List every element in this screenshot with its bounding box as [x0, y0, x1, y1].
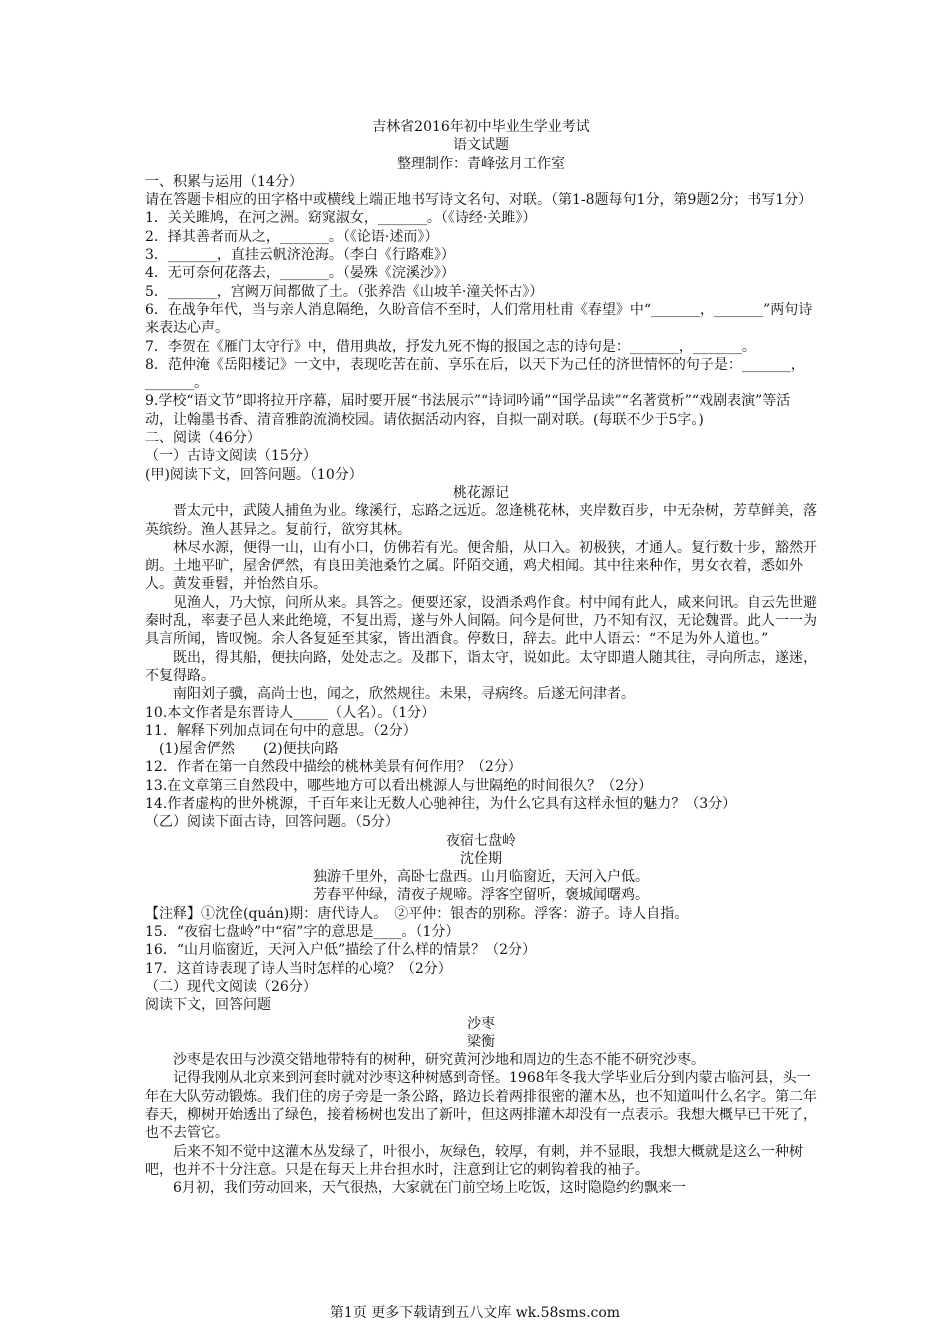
- question-17: 17．这首诗表现了诗人当时怎样的心境？（2分）: [145, 960, 452, 977]
- question-16: 16．“山月临窗近，天河入户低”描绘了什么样的情景？（2分）: [145, 942, 537, 959]
- modern-paragraph: 沙枣是农田与沙漠交错地带特有的树种，研究黄河沙地和周边的生态不能不研究沙枣。: [173, 1052, 705, 1069]
- question-8: 8．范仲淹《岳阳楼记》一文中，表现吃苦在前、享乐在后，以天下为己任的济世情怀的句子是：_______，_______。: [145, 356, 805, 392]
- question-7: 7．李贺在《雁门太守行》中，借用典故，抒发九死不悔的报国之志的诗句是：_______，_______。: [145, 338, 756, 355]
- partB-instruction: （乙）阅读下面古诗，回答问题。（5分）: [145, 814, 399, 831]
- essay-paragraph: 晋太元中，武陵人捕鱼为业。缘溪行，忘路之远近。忽逢桃花林，夹岸数百步，中无杂树，芳草鲜美，落英缤纷。渔人甚异之。复前行，欲穷其林。: [145, 503, 817, 538]
- essay-title: 桃花源记: [453, 484, 509, 501]
- modern-title: 沙枣: [467, 1015, 495, 1032]
- poem-author: 沈佺期: [460, 850, 502, 867]
- poem-title: 夜宿七盘岭: [446, 832, 516, 849]
- question-6: 6．在战争年代，当与亲人消息隔绝，久盼音信不至时，人们常用杜甫《春望》中“_______，_______”两句诗来表达心声。: [145, 301, 813, 337]
- maker-line: 整理制作：青峰弦月工作室: [397, 155, 565, 172]
- exam-title: 吉林省2016年初中毕业生学业考试: [372, 119, 590, 135]
- document-page: [145, 118, 817, 1198]
- essay-paragraph: 见渔人，乃大惊，问所从来。具答之。便要还家，设酒杀鸡作食。村中闻有此人，咸来问讯。自云先世避秦时乱，率妻子邑人来此绝境，不复出焉，遂与外人间隔。问今是何世，乃不知有汉，无论魏晋。此人一一为具言所闻，皆叹惋。余人各复延至其家，皆出酒食。停数日，辞去。此中人语云：“不足为外人道也。”: [145, 594, 817, 648]
- section2-heading: 二、阅读（46分）: [145, 430, 261, 447]
- modern-paragraph: 6月初，我们劳动回来，天气很热，大家就在门前空场上吃饭，这时隐隐约约飘来一: [173, 1180, 686, 1197]
- question-12: 12．作者在第一自然段中描绘的桃林美景有何作用？（2分）: [145, 759, 522, 776]
- poem-line: 独游千里外，高卧七盘西。山月临窗近，天河入户低。: [313, 869, 649, 886]
- exam-subtitle: 语文试题: [453, 137, 509, 154]
- question-13: 13.在文章第三自然段中，哪些地方可以看出桃源人与世隔绝的时间很久？（2分）: [145, 777, 653, 794]
- question-14: 14.作者虚构的世外桃源，千百年来让无数人心驰神往，为什么它具有这样永恒的魅力？（3分）: [145, 795, 737, 812]
- part2-instruction: 阅读下文，回答问题: [145, 997, 271, 1014]
- modern-paragraph: 后来不知不觉中这灌木丛发绿了，叶很小，灰绿色，较厚，有刺，并不显眼，我想大概就是这么一种树吧，也并不十分注意。只是在每天上井台担水时，注意到让它的刺钩着我的袖子。: [145, 1143, 803, 1178]
- poem-note: 【注释】①沈佺(quán)期：唐代诗人。 ②平仲：银杏的别称。浮客：游子。诗人自指。: [145, 905, 689, 922]
- question-10: 10.本文作者是东晋诗人_____（人名）。（1分）: [145, 704, 436, 721]
- question-11: 11．解释下列加点词在句中的意思。（2分）: [145, 722, 417, 739]
- section1-heading: 一、积累与运用（14分）: [145, 173, 303, 190]
- modern-author: 梁衡: [467, 1033, 495, 1050]
- question-15: 15．“夜宿七盘岭”中“宿”字的意思是____。（1分）: [145, 924, 460, 941]
- essay-paragraph: 林尽水源，便得一山，山有小口，仿佛若有光。便舍船，从口入。初极狭，才通人。复行数十步，豁然开朗。土地平旷，屋舍俨然，有良田美池桑竹之属。阡陌交通，鸡犬相闻。其中往来种作，男女衣着，悉如外人。黄发垂髫，并怡然自乐。: [145, 539, 817, 593]
- question-11-items: (1)屋舍俨然 (2)便扶向路: [159, 741, 339, 758]
- question-2: 2．择其善者而从之，_______。（《论语·述而》）: [145, 228, 439, 245]
- essay-paragraph: 南阳刘子骥，高尚士也，闻之，欣然规往。未果，寻病终。后遂无问津者。: [173, 686, 635, 703]
- question-4: 4．无可奈何花落去，_______。（晏殊《浣溪沙》）: [145, 265, 455, 282]
- question-5: 5．_______，宫阙万间都做了土。（张养浩《山坡羊·潼关怀古》）: [145, 283, 544, 300]
- section1-instruction: 请在答题卡相应的田字格中或横线上端正地书写诗文名句、对联。（第1-8题每句1分，第9题2分；书写1分）: [145, 192, 813, 209]
- modern-paragraph: 记得我刚从北京来到河套时就对沙枣这种树感到奇怪。1968年冬我大学毕业后分到内蒙古临河县，头一年在大队劳动锻炼。我们住的房子旁是一条公路，路边长着两排很密的灌木丛，也不知道叫什么名字。第二年春天，柳树开始透出了绿色，接着杨树也发出了新叶，但这两排灌木却没有一点表示。我想大概早已干死了，也不去管它。: [145, 1070, 817, 1142]
- poem-line: 芳春平仲绿，清夜子规啼。浮客空留听，褒城闻曙鸡。: [313, 887, 649, 904]
- part1-heading: （一）古诗文阅读（15分）: [145, 448, 317, 465]
- part2-heading: （二）现代文阅读（26分）: [145, 978, 317, 995]
- essay-paragraph: 既出，得其船，便扶向路，处处志之。及郡下，诣太守，说如此。太守即遣人随其往，寻向所志，遂迷，不复得路。: [145, 649, 817, 684]
- partA-instruction: (甲)阅读下文，回答问题。（10分）: [145, 466, 363, 483]
- question-1: 1．关关雎鸠，在河之洲。窈窕淑女，_______。（《诗经·关雎》）: [145, 210, 537, 227]
- question-3: 3．_______，直挂云帆济沧海。（李白《行路难》）: [145, 247, 455, 264]
- question-9: 9.学校“语文节”即将拉开序幕，届时要开展“书法展示”“诗词吟诵”“国学品读”“名著赏析”“戏剧表演”等活动，让翰墨书香、清音雅韵流淌校园。请依据活动内容，自拟一副对联。(每联不少于5字。): [145, 393, 791, 428]
- page-footer: 第1页 更多下载请到五八文库 wk.58sms.com: [329, 1305, 621, 1321]
